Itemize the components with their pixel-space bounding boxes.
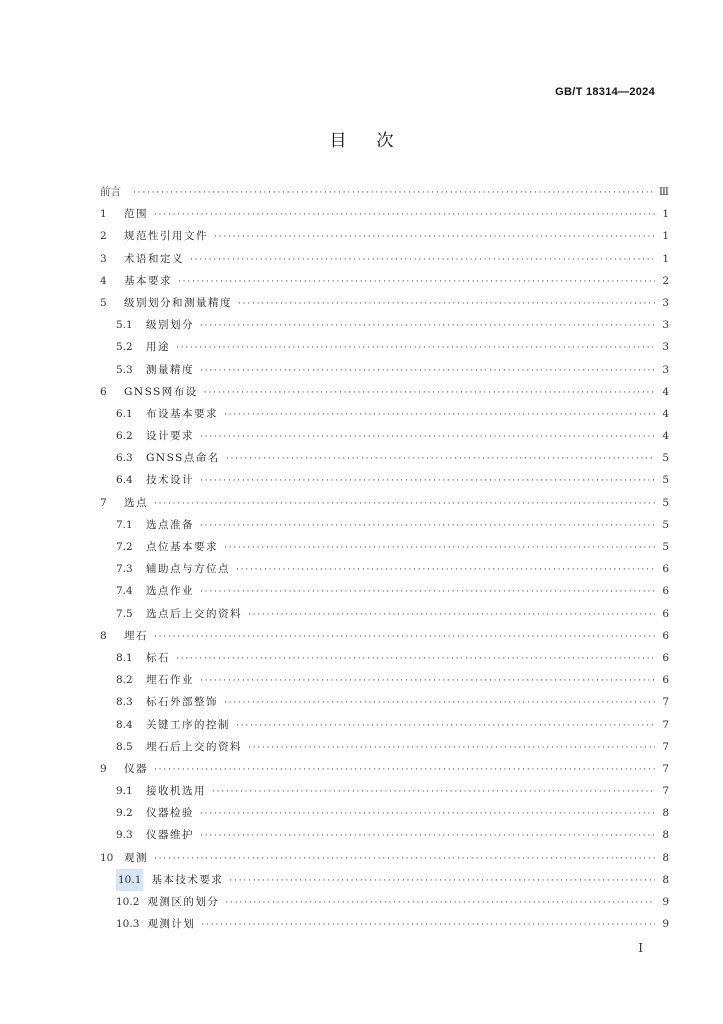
toc-entry-label: 规范性引用文件 [124, 230, 208, 243]
toc-entry-page: 6 [662, 585, 669, 598]
dot-leader [200, 470, 655, 492]
toc-entry[interactable] [100, 248, 669, 270]
toc-entry-page: 8 [662, 851, 669, 864]
toc-entry-page: 6 [662, 607, 669, 620]
toc-entry-label: 埋石作业 [146, 674, 194, 687]
toc-entry[interactable] [100, 780, 669, 802]
toc-entry[interactable] [100, 359, 669, 381]
toc-entry[interactable] [100, 714, 669, 736]
toc-entry[interactable] [100, 225, 669, 247]
toc-entry-label: 术语和定义 [124, 252, 184, 265]
dot-leader [236, 715, 655, 737]
toc-entry-page: 3 [662, 296, 669, 309]
standard-code: GB/T 18314—2024 [555, 86, 655, 98]
toc-entry-label: 观测计划 [147, 918, 196, 931]
toc-entry[interactable] [100, 469, 669, 491]
dot-leader [224, 404, 655, 426]
page-title: 目次 [329, 131, 424, 151]
dot-leader [154, 626, 655, 648]
toc-entry-page: 7 [662, 762, 669, 775]
toc-entry-label: 埋石后上交的资料 [146, 740, 242, 753]
toc-entry-number: 5 [100, 296, 107, 309]
toc-entry[interactable] [100, 403, 669, 425]
dot-leader [201, 914, 655, 936]
toc-entry-label: 仪器维护 [146, 829, 194, 842]
toc-entry-number: 6 [100, 385, 107, 398]
dot-leader [154, 759, 655, 781]
toc-entry-page: 6 [662, 563, 669, 576]
toc-entry-label: 辅助点与方位点 [146, 563, 230, 576]
dot-leader [154, 493, 655, 515]
toc-entry-label: 范围 [124, 208, 148, 221]
toc-entry-page: 4 [662, 430, 669, 443]
toc-entry[interactable] [100, 891, 669, 913]
dot-leader [248, 604, 655, 626]
toc-entry-number: 5.3 [116, 363, 133, 376]
toc-entry-number: 7.3 [116, 563, 133, 576]
toc-entry-label: 选点后上交的资料 [146, 607, 242, 620]
toc-entry-number: 7.1 [116, 518, 133, 531]
toc-entry-number: 2 [100, 230, 107, 243]
dot-leader [176, 648, 655, 670]
toc-entry-number: 前言 [100, 186, 121, 198]
dot-leader [226, 448, 655, 470]
toc-entry-page: 6 [662, 629, 669, 642]
toc-entry[interactable] [100, 492, 669, 514]
toc-entry-page: 1 [662, 230, 669, 243]
toc-entry-number: 9.3 [116, 829, 133, 842]
dot-leader [224, 692, 655, 714]
dot-leader [229, 870, 655, 892]
toc-entry-page: 7 [662, 785, 669, 798]
toc-entry-number: 8.5 [116, 740, 133, 753]
toc-entry-page: 7 [662, 696, 669, 709]
toc-entry-page: 4 [662, 407, 669, 420]
toc-entry-page: 6 [662, 651, 669, 664]
toc-entry[interactable] [100, 203, 669, 225]
dot-leader [200, 315, 655, 337]
toc-entry-number: 10.2 [116, 896, 140, 908]
toc-entry-label: 选点准备 [146, 518, 194, 531]
toc-entry-page: Ⅲ [658, 186, 669, 198]
toc-entry[interactable] [100, 447, 669, 469]
dot-leader [190, 249, 655, 271]
toc-entry-number: 10.1 [116, 869, 143, 891]
dot-leader [154, 204, 655, 226]
toc-entry[interactable] [100, 913, 669, 935]
toc-entry-label: GNSS网布设 [124, 385, 198, 398]
toc-entry[interactable] [100, 425, 669, 447]
dot-leader [204, 382, 655, 404]
toc-entry-number: 9.2 [116, 807, 133, 820]
toc-entry-number: 7 [100, 496, 107, 509]
toc-entry-page: 4 [662, 385, 669, 398]
toc-entry[interactable] [100, 603, 669, 625]
toc-entry-number: 5.1 [116, 319, 133, 332]
toc-entry[interactable] [100, 802, 669, 824]
dot-leader [200, 515, 655, 537]
toc-entry-page: 2 [662, 274, 669, 287]
toc-entry-label: 级别划分 [146, 319, 194, 332]
dot-leader [178, 271, 655, 293]
dot-leader [224, 537, 655, 559]
toc-entry-page: 8 [662, 873, 669, 886]
toc-entry-number: 1 [100, 208, 107, 221]
toc-entry-label: 选点作业 [146, 585, 194, 598]
toc-entry-label: 仪器 [124, 762, 148, 775]
toc-entry[interactable] [100, 514, 669, 536]
toc-entry-page: 5 [662, 496, 669, 509]
dot-leader [214, 226, 655, 248]
toc-entry-label: 技术设计 [146, 474, 194, 487]
toc-entry-number: 8.1 [116, 651, 133, 664]
toc-entry-page: 1 [662, 252, 669, 265]
toc-entry-number: 8 [100, 629, 107, 642]
toc-entry[interactable] [100, 625, 669, 647]
toc-entry-page: 8 [662, 829, 669, 842]
toc-entry-label: 布设基本要求 [146, 407, 218, 420]
toc-entry[interactable] [100, 381, 669, 403]
toc-entry-page: 9 [662, 918, 669, 931]
toc-entry-label: 埋石 [124, 629, 148, 642]
dot-leader [200, 581, 655, 603]
toc-entry-page: 3 [662, 363, 669, 376]
dot-leader [225, 892, 655, 914]
toc-entry-page: 6 [662, 674, 669, 687]
toc-entry[interactable] [100, 669, 669, 691]
toc-entry-number: 8.3 [116, 696, 133, 709]
toc-entry-number: 7.4 [116, 585, 133, 598]
dot-leader [200, 670, 655, 692]
dot-leader [176, 337, 655, 359]
toc-entry-number: 6.3 [116, 452, 133, 465]
toc-entry-number: 10 [100, 851, 114, 864]
toc-entry-number: 9.1 [116, 785, 133, 798]
toc-entry-page: 5 [662, 541, 669, 553]
toc-entry[interactable] [100, 847, 669, 869]
toc-entry-number: 9 [100, 762, 107, 775]
toc-entry[interactable] [100, 536, 669, 558]
toc-entry-label: 基本要求 [124, 274, 172, 287]
toc-entry-number: 8.4 [116, 718, 133, 731]
toc-entry-label: 接收机选用 [146, 785, 206, 798]
table-of-contents [100, 181, 669, 935]
toc-entry-label: 关键工序的控制 [146, 718, 230, 731]
toc-entry-label: 用途 [146, 341, 170, 354]
toc-entry[interactable] [100, 270, 669, 292]
toc-entry[interactable] [100, 647, 669, 669]
dot-leader [248, 737, 655, 759]
toc-entry-label: 级别划分和测量精度 [124, 296, 232, 309]
toc-entry-label: GNSS点命名 [146, 452, 220, 465]
toc-entry[interactable] [100, 758, 669, 780]
toc-entry[interactable] [100, 336, 669, 358]
toc-entry-number: 6.1 [116, 407, 133, 420]
toc-entry[interactable] [100, 736, 669, 758]
toc-entry-number: 6.2 [116, 430, 133, 443]
dot-leader [200, 825, 655, 847]
toc-entry-number: 3 [100, 252, 107, 265]
dot-leader [154, 848, 655, 870]
toc-entry-number: 10.3 [116, 918, 140, 931]
toc-entry-number: 5.2 [116, 341, 133, 354]
dot-leader [200, 426, 655, 448]
toc-entry-number: 7.5 [116, 607, 133, 620]
toc-entry[interactable] [100, 292, 669, 314]
toc-entry-label: 基本技术要求 [151, 873, 224, 886]
toc-entry-number: 8.2 [116, 674, 133, 687]
toc-entry-number: 6.4 [116, 474, 133, 487]
dot-leader [200, 803, 655, 825]
dot-leader [133, 182, 653, 204]
toc-entry[interactable] [100, 181, 669, 203]
dot-leader [212, 781, 655, 803]
toc-entry[interactable] [100, 869, 669, 891]
page-number: I [638, 941, 643, 955]
toc-entry[interactable] [100, 691, 669, 713]
toc-entry-page: 5 [662, 474, 669, 487]
dot-leader [236, 559, 655, 581]
toc-entry-page: 5 [662, 518, 669, 531]
toc-entry-label: 观测 [124, 851, 148, 864]
toc-entry-page: 3 [662, 341, 669, 354]
toc-entry-page: 7 [662, 718, 669, 731]
toc-entry-label: 仪器检验 [146, 807, 194, 820]
toc-entry-label: 观测区的划分 [147, 896, 220, 908]
dot-leader [238, 293, 655, 315]
toc-entry-page: 1 [662, 208, 669, 221]
toc-entry-label: 测量精度 [146, 363, 194, 376]
toc-entry-number: 7.2 [116, 541, 133, 553]
dot-leader [200, 360, 655, 382]
toc-entry-page: 9 [662, 896, 669, 908]
toc-entry[interactable] [100, 558, 669, 580]
toc-entry-label: 标石 [146, 651, 170, 664]
toc-entry[interactable] [100, 824, 669, 846]
toc-entry[interactable] [100, 580, 669, 602]
toc-entry-page: 5 [662, 452, 669, 465]
toc-entry-page: 7 [662, 740, 669, 753]
toc-entry[interactable] [100, 314, 669, 336]
toc-entry-label: 选点 [124, 496, 148, 509]
toc-entry-label: 点位基本要求 [146, 541, 218, 553]
toc-entry-page: 3 [662, 319, 669, 332]
toc-entry-label: 设计要求 [146, 430, 194, 443]
toc-entry-page: 8 [662, 807, 669, 820]
toc-entry-label: 标石外部整饰 [146, 696, 218, 709]
toc-entry-number: 4 [100, 274, 107, 287]
